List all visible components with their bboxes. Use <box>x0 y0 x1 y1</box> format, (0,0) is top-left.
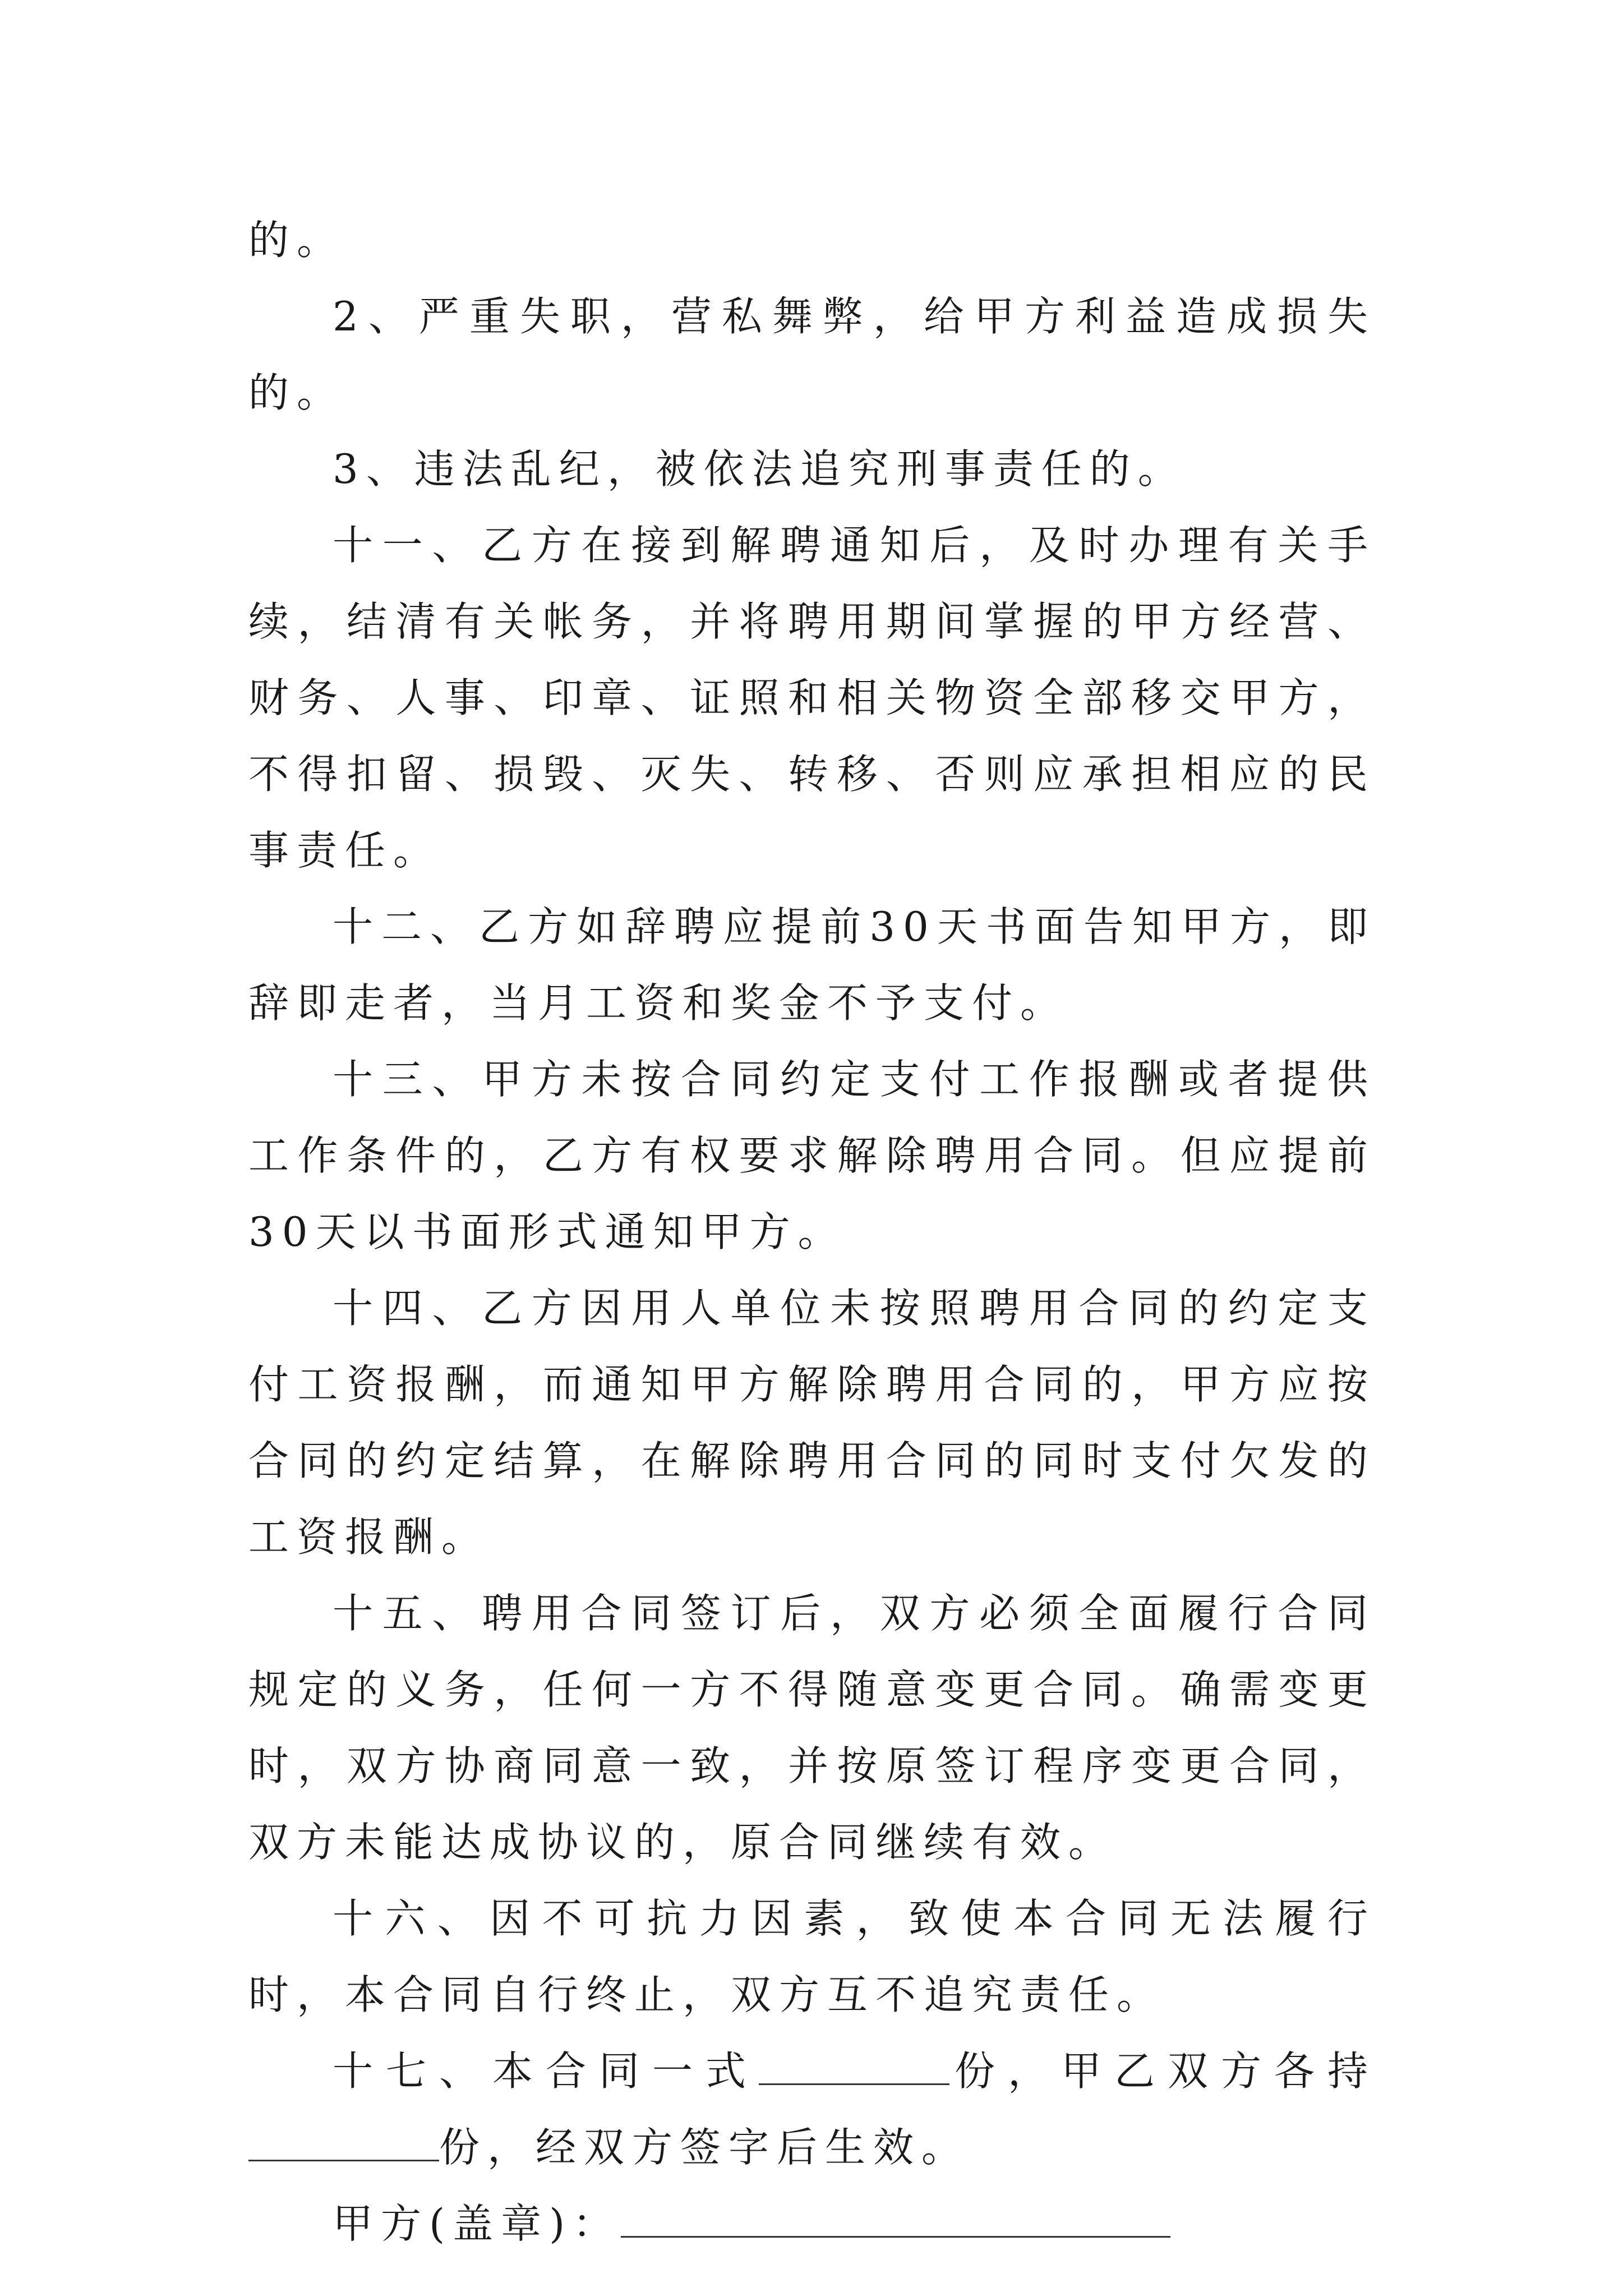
copies-total-blank[interactable] <box>759 2050 949 2085</box>
party-a-seal-blank[interactable] <box>621 2202 1170 2238</box>
clause-14: 十四、乙方因用人单位未按照聘用合同的约定支付工资报酬，而通知甲方解除聘用合同的，甲方应按合同的约定结算，在解除聘用合同的同时支付欠发的工资报酬。 <box>248 1285 1376 1561</box>
copies-each-blank[interactable] <box>248 2126 439 2161</box>
clause-17-part-3: 份，经双方签字后生效。 <box>439 2124 970 2171</box>
item-3: 3、违法乱纪，被依法追究刑事责任的。 <box>333 445 1186 493</box>
clause-13: 十三、甲方未按合同约定支付工作报酬或者提供工作条件的，乙方有权要求解除聘用合同。但应提前30天以书面形式通知甲方。 <box>248 1056 1376 1255</box>
party-a-signature-line <box>248 2185 1376 2262</box>
clause-17-part-2: 份，甲乙双方各持 <box>949 2047 1376 2095</box>
clause-17 <box>248 2033 1376 2185</box>
clause-12: 十二、乙方如辞聘应提前30天书面告知甲方，即辞即走者，当月工资和奖金不予支付。 <box>248 903 1376 1027</box>
clause-17-part-1: 十七、本合同一式 <box>333 2047 759 2095</box>
continuation-text: 的。 <box>248 217 345 264</box>
item-2: 2、严重失职，营私舞弊，给甲方利益造成损失的。 <box>248 293 1376 416</box>
document-body <box>248 202 1376 2262</box>
clause-11: 十一、乙方在接到解聘通知后，及时办理有关手续，结清有关帐务，并将聘用期间掌握的甲方经营、财务、人事、印章、证照和相关物资全部移交甲方，不得扣留、损毁、灭失、转移、否则应承担相应的民事责任。 <box>248 522 1376 874</box>
party-a-label: 甲方(盖章)： <box>333 2200 621 2247</box>
clause-16: 十六、因不可抗力因素，致使本合同无法履行时，本合同自行终止，双方互不追究责任。 <box>248 1895 1376 2018</box>
clause-15: 十五、聘用合同签订后，双方必须全面履行合同规定的义务，任何一方不得随意变更合同。确需变更时，双方协商同意一致，并按原签订程序变更合同，双方未能达成协议的，原合同继续有效。 <box>248 1590 1376 1866</box>
